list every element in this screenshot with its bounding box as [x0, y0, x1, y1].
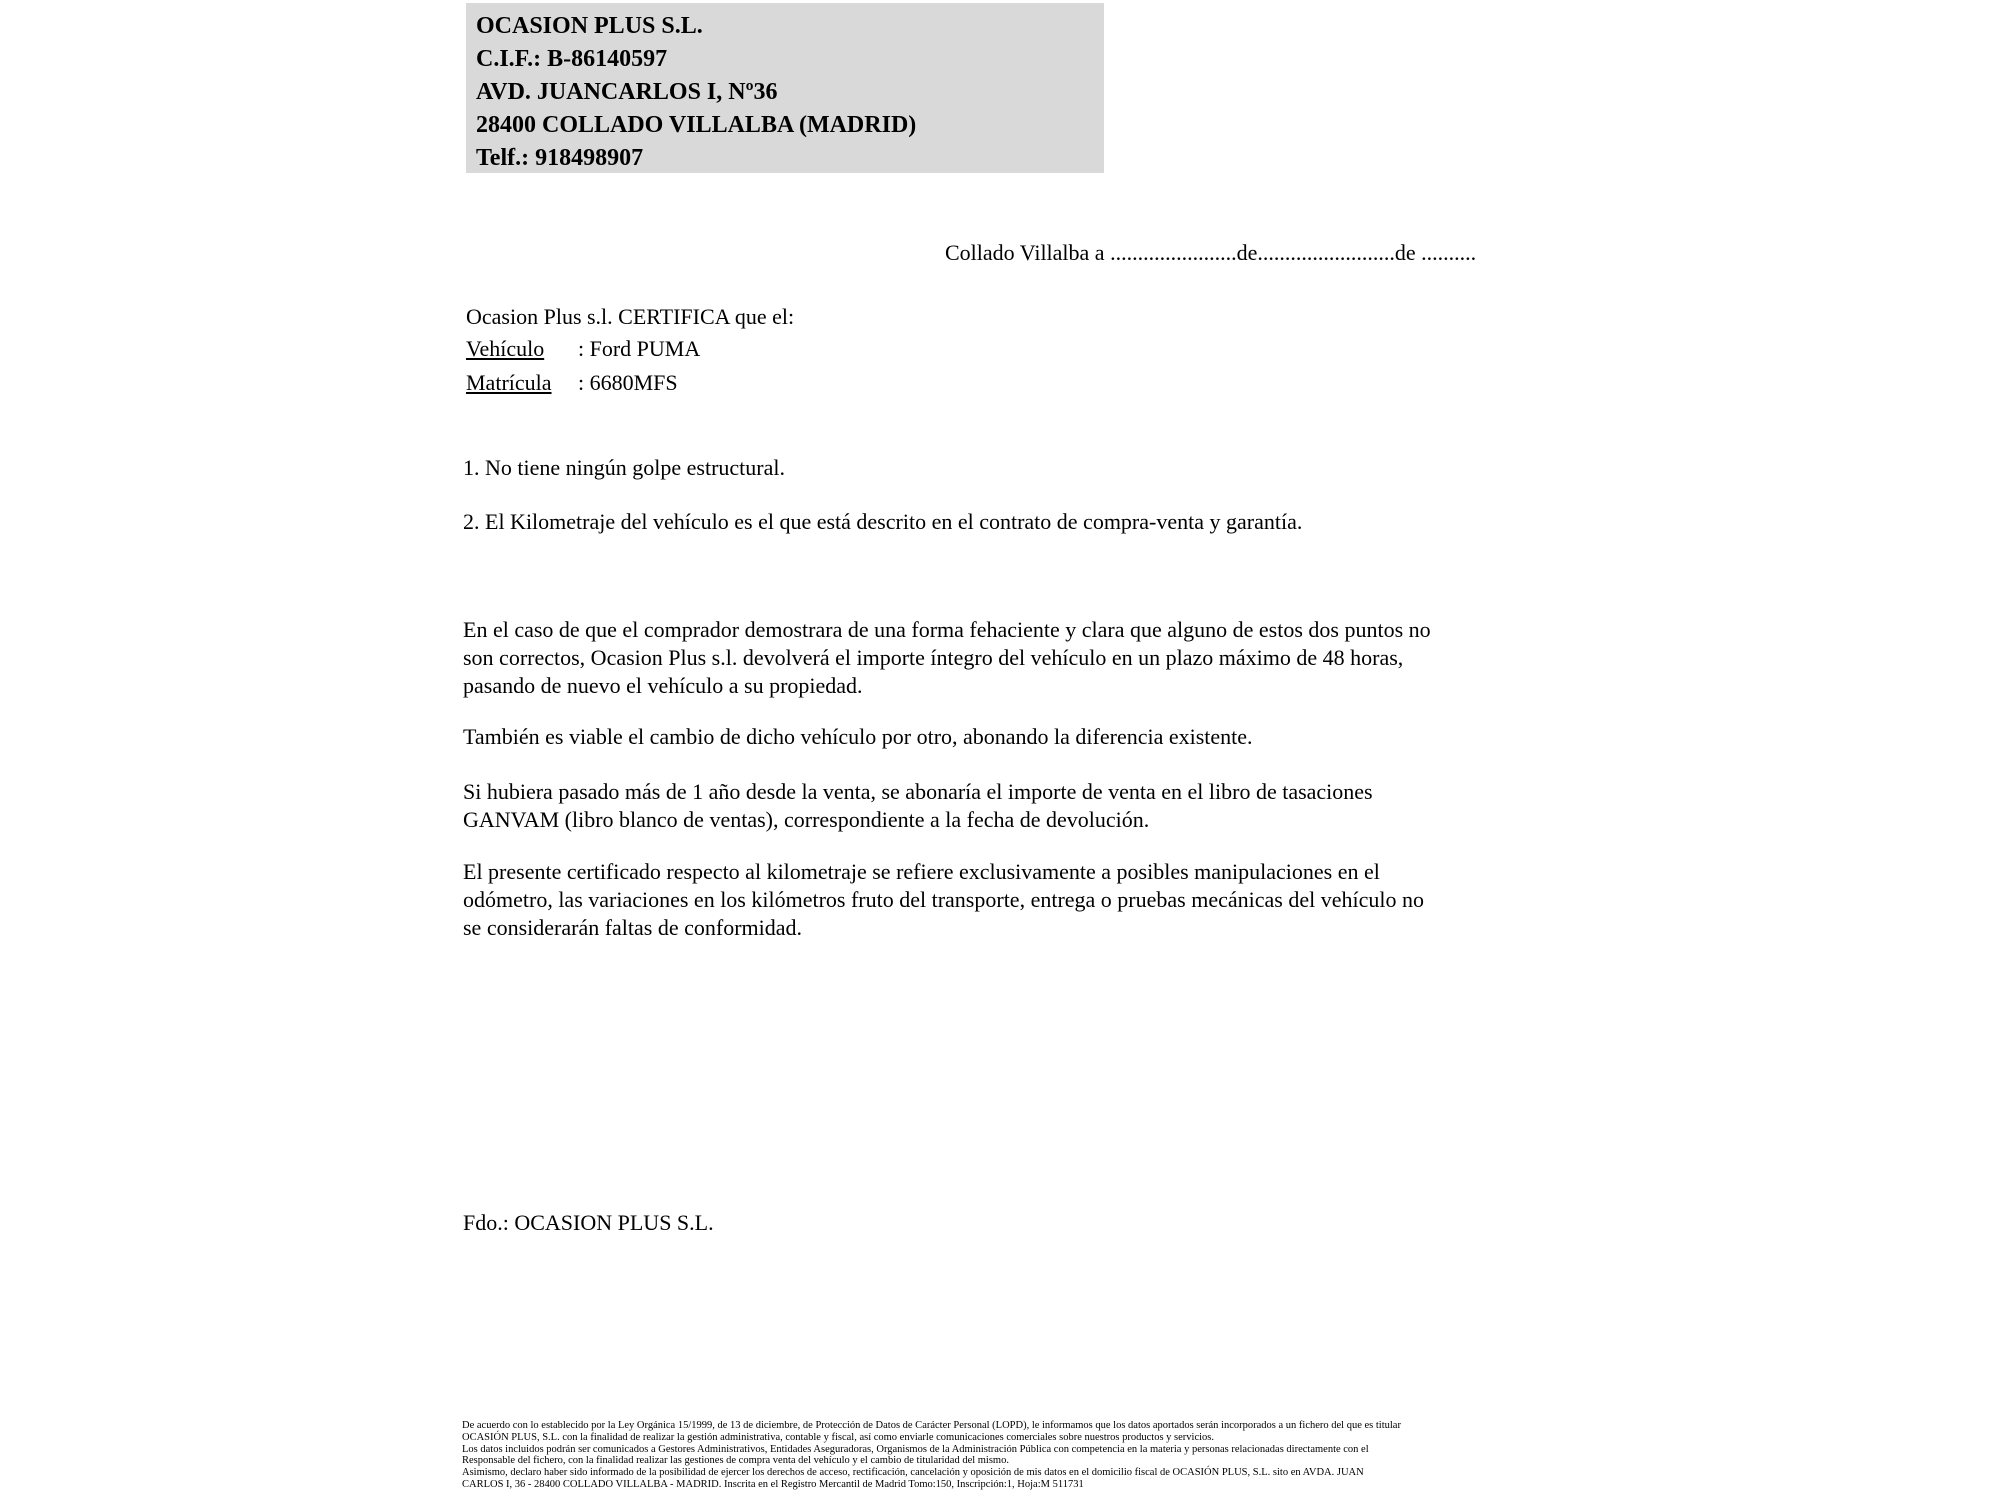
legal-line: CARLOS I, 36 - 28400 COLLADO VILLALBA - MADRID. Inscrita en el Registro Mercantil de Madrid Tomo:150, Inscripción:1, Hoja:M 511731: [462, 1478, 1084, 1490]
company-cif: C.I.F.: B-86140597: [476, 46, 668, 72]
vehicle-label: Vehículo: [466, 336, 545, 361]
paragraph-odometer-disclaimer: [463, 858, 1424, 942]
company-city: 28400 COLLADO VILLALBA (MADRID): [476, 112, 917, 138]
vehicle-row: [466, 336, 700, 362]
company-header-box: [466, 3, 1104, 173]
plate-label: Matrícula: [466, 370, 552, 395]
paragraph-line: En el caso de que el comprador demostrara de una forma fehaciente y clara que alguno de estos dos puntos no: [463, 617, 1431, 642]
paragraph-line: se considerarán faltas de conformidad.: [463, 915, 803, 940]
legal-line: Responsable del fichero, con la finalidad realizar las gestiones de compra venta del vehículo y el cambio de titularidad del mismo.: [462, 1455, 1009, 1467]
paragraph-line: son correctos, Ocasion Plus s.l. devolverá el importe íntegro del vehículo en un plazo máximo de 48 horas,: [463, 645, 1404, 670]
legal-line: OCASIÓN PLUS, S.L. con la finalidad de realizar la gestión administrativa, contable y fiscal, así como enviarle comunicaciones comerciales sobre nuestros productos y servicios.: [462, 1431, 1214, 1443]
paragraph-refund-guarantee: [463, 616, 1431, 700]
paragraph-exchange-option: [463, 723, 1253, 751]
certify-intro: Ocasion Plus s.l. CERTIFICA que el:: [466, 304, 795, 329]
paragraph-line: pasando de nuevo el vehículo a su propiedad.: [463, 673, 863, 698]
paragraph-ganvam-valuation: [463, 778, 1373, 834]
company-name: OCASION PLUS S.L.: [476, 13, 703, 39]
plate-value: : 6680MFS: [578, 370, 678, 395]
legal-line: Asimismo, declaro haber sido informado de la posibilidad de ejercer los derechos de acceso, rectificación, cancelación y oposición de mis datos en el domicilio fiscal de OCASIÓN PLUS, S.L. sito en AVDA. JUAN: [462, 1467, 1364, 1479]
paragraph-line: También es viable el cambio de dicho vehículo por otro, abonando la diferencia existente.: [463, 724, 1253, 749]
company-phone: Telf.: 918498907: [476, 145, 644, 171]
vehicle-value: : Ford PUMA: [578, 336, 701, 361]
certify-point-1: 1. No tiene ningún golpe estructural.: [463, 455, 785, 480]
paragraph-line: El presente certificado respecto al kilometraje se refiere exclusivamente a posibles manipulaciones en el: [463, 859, 1380, 884]
certify-point-2: 2. El Kilometraje del vehículo es el que está descrito en el contrato de compra-venta y garantía.: [463, 509, 1303, 534]
vehicle-label-cell: [466, 336, 578, 362]
legal-line: De acuerdo con lo establecido por la Ley Orgánica 15/1999, de 13 de diciembre, de Protección de Datos de Carácter Personal (LOPD), le informamos que los datos aportados serán incorporados a un fichero del que es titular: [462, 1420, 1401, 1431]
paragraph-line: odómetro, las variaciones en los kilómetros fruto del transporte, entrega o pruebas mecánicas del vehículo no: [463, 887, 1424, 912]
signature-line: Fdo.: OCASION PLUS S.L.: [463, 1210, 714, 1235]
date-fill-in-line: Collado Villalba a .......................de.........................de ..........: [945, 240, 1477, 265]
company-address: AVD. JUANCARLOS I, Nº36: [476, 79, 778, 105]
paragraph-line: Si hubiera pasado más de 1 año desde la venta, se abonaría el importe de venta en el libro de tasaciones: [463, 779, 1373, 804]
paragraph-line: GANVAM (libro blanco de ventas), correspondiente a la fecha de devolución.: [463, 807, 1150, 832]
legal-line: Los datos incluidos podrán ser comunicados a Gestores Administrativos, Entidades Aseguradoras, Organismos de la Administración Pública con competencia en la materia y personas relacionadas directamente con el: [462, 1443, 1369, 1455]
plate-row: [466, 370, 678, 396]
plate-label-cell: [466, 370, 578, 396]
legal-fine-print: [462, 1420, 1562, 1491]
